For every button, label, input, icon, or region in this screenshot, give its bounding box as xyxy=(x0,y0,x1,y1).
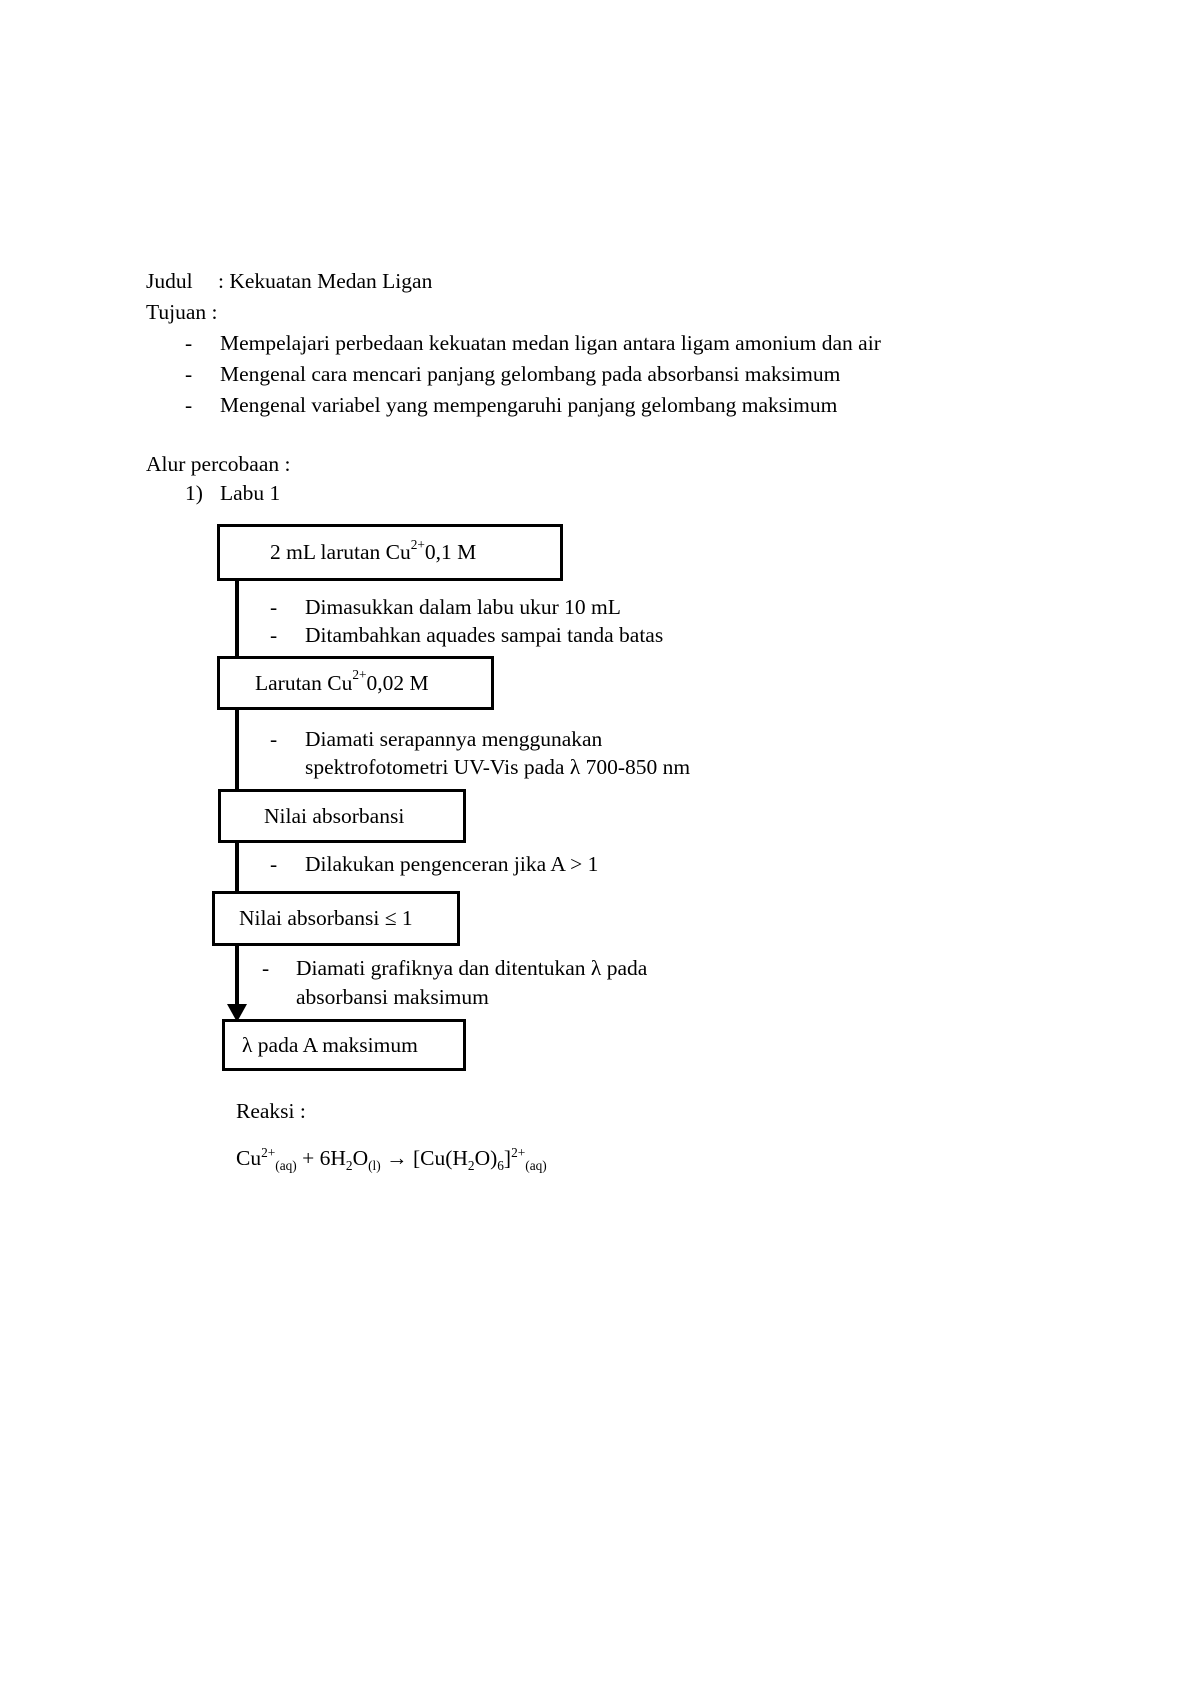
tujuan-item: Mempelajari perbedaan kekuatan medan ligan antara ligam amonium dan air xyxy=(220,331,881,355)
flow-note: Diamati grafiknya dan ditentukan λ pada xyxy=(296,956,648,980)
charge-superscript: 2+ xyxy=(410,536,425,552)
flow-connector xyxy=(235,943,239,1013)
judul-value: : Kekuatan Medan Ligan xyxy=(218,269,433,293)
box-text: Nilai absorbansi xyxy=(264,803,405,828)
reactant-cu: Cu xyxy=(236,1146,262,1170)
box-text: 2 mL larutan Cu xyxy=(270,540,411,564)
flow-note: Dilakukan pengenceran jika A > 1 xyxy=(305,852,599,876)
tujuan-dash: - xyxy=(185,362,193,386)
atom-subscript: 6 xyxy=(497,1157,504,1173)
box-text-tail: 0,1 M xyxy=(424,540,477,564)
flow-note: Dimasukkan dalam labu ukur 10 mL xyxy=(305,595,621,619)
flow-box-absorbance xyxy=(218,789,466,843)
flow-connector xyxy=(235,707,239,792)
flow-note: absorbansi maksimum xyxy=(296,985,489,1009)
box-text-tail: 0,02 M xyxy=(366,670,429,695)
judul-label: Judul xyxy=(146,269,193,293)
state-subscript: (aq) xyxy=(275,1157,297,1173)
reaction-equation xyxy=(236,1145,547,1173)
note-dash: - xyxy=(270,727,278,751)
reactant-water: + 6H xyxy=(296,1146,346,1170)
tujuan-label: Tujuan : xyxy=(146,300,218,324)
box-text: λ pada A maksimum xyxy=(242,1032,418,1057)
flow-connector xyxy=(235,840,239,894)
flow-box-start xyxy=(217,524,563,581)
flow-connector xyxy=(235,578,239,659)
box-text: Larutan Cu xyxy=(255,670,353,695)
procedure-title: Alur percobaan : xyxy=(146,452,291,476)
tujuan-item: Mengenal cara mencari panjang gelombang pada absorbansi maksimum xyxy=(220,362,841,386)
note-dash: - xyxy=(270,623,278,647)
product-bracket: ] xyxy=(503,1146,512,1170)
product-text: O) xyxy=(474,1146,498,1170)
tujuan-dash: - xyxy=(185,393,193,417)
tujuan-item: Mengenal variabel yang mempengaruhi panjang gelombang maksimum xyxy=(220,393,838,417)
step-number: 1) xyxy=(185,481,203,505)
charge-superscript: 2+ xyxy=(261,1145,276,1161)
note-dash: - xyxy=(270,595,278,619)
flow-box-absorbance-max xyxy=(212,891,460,946)
flow-box-result xyxy=(222,1019,466,1071)
tujuan-dash: - xyxy=(185,331,193,355)
charge-superscript: 2+ xyxy=(352,667,367,683)
reaction-arrow-product: → [Cu(H xyxy=(380,1146,468,1170)
reactant-water-o: O xyxy=(352,1146,369,1170)
note-dash: - xyxy=(262,956,270,980)
flow-note: Diamati serapannya menggunakan xyxy=(305,727,603,751)
state-subscript: (aq) xyxy=(525,1157,547,1173)
reaction-label: Reaksi : xyxy=(236,1099,306,1123)
note-dash: - xyxy=(270,852,278,876)
flow-note: spektrofotometri UV-Vis pada λ 700-850 nm xyxy=(305,755,691,779)
step-label: Labu 1 xyxy=(220,481,281,505)
atom-subscript: 2 xyxy=(467,1157,475,1173)
flow-box-dilution xyxy=(217,656,494,710)
atom-subscript: 2 xyxy=(345,1157,353,1173)
flow-note: Ditambahkan aquades sampai tanda batas xyxy=(305,623,664,647)
box-text: Nilai absorbansi ≤ 1 xyxy=(239,906,413,930)
charge-superscript: 2+ xyxy=(511,1145,526,1161)
state-subscript: (l) xyxy=(368,1157,381,1173)
